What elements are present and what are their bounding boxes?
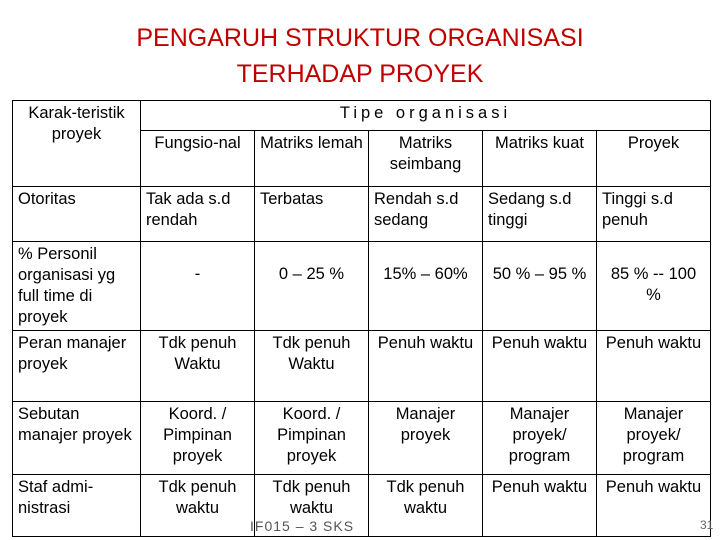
table-cell: Penuh waktu — [597, 331, 711, 402]
table-cell: Tdk penuh Waktu — [141, 331, 255, 402]
table-cell: 0 – 25 % — [255, 242, 369, 331]
column-header: Proyek — [597, 131, 711, 187]
table-cell: Manajer proyek — [369, 402, 483, 475]
column-header: Fungsio-nal — [141, 131, 255, 187]
table-cell: Tinggi s.d penuh — [597, 187, 711, 242]
table-cell: Tdk penuh waktu — [369, 475, 483, 537]
table-cell: Manajer proyek/ program — [597, 402, 711, 475]
table-cell: 85 % -- 100 % — [597, 242, 711, 331]
table-cell: 50 % – 95 % — [483, 242, 597, 331]
table-cell: Penuh waktu — [597, 475, 711, 537]
table-cell: Penuh waktu — [483, 475, 597, 537]
table-cell: Manajer proyek/ program — [483, 402, 597, 475]
table-row — [13, 402, 711, 475]
slide-title-line1: PENGARUH STRUKTUR ORGANISASI — [136, 24, 584, 52]
table-row — [13, 331, 711, 402]
table-cell: Tdk penuh Waktu — [255, 331, 369, 402]
row-label: % Personil organisasi yg full time di proyek — [13, 242, 141, 331]
page-number: 31 — [700, 518, 714, 532]
column-header: Matriks lemah — [255, 131, 369, 187]
row-label: Otoritas — [13, 187, 141, 242]
corner-header: Karak-teristik proyek — [13, 101, 141, 187]
row-label: Sebutan manajer proyek — [13, 402, 141, 475]
column-header: Matriks kuat — [483, 131, 597, 187]
column-header: Matriks seimbang — [369, 131, 483, 187]
table-row — [13, 187, 711, 242]
slide-title — [0, 20, 720, 92]
row-label: Peran manajer proyek — [13, 331, 141, 402]
table-row — [13, 242, 711, 331]
slide-title-line2: TERHADAP PROYEK — [236, 60, 484, 88]
group-header: Tipe organisasi — [141, 101, 711, 131]
table-cell: Koord. / Pimpinan proyek — [255, 402, 369, 475]
table-cell: Rendah s.d sedang — [369, 187, 483, 242]
table-cell: Sedang s.d tinggi — [483, 187, 597, 242]
table-cell: Terbatas — [255, 187, 369, 242]
table-cell: Koord. / Pimpinan proyek — [141, 402, 255, 475]
table-cell: Penuh waktu — [369, 331, 483, 402]
table-cell: 15% – 60% — [369, 242, 483, 331]
table-row — [13, 475, 711, 537]
table-cell: Tdk penuh waktu — [255, 475, 369, 537]
organization-comparison-table — [12, 100, 714, 537]
table-cell: - — [141, 242, 255, 331]
row-label: Staf admi-nistrasi — [13, 475, 141, 537]
table-cell: Tak ada s.d rendah — [141, 187, 255, 242]
table-cell: Penuh waktu — [483, 331, 597, 402]
table-cell: Tdk penuh waktu — [141, 475, 255, 537]
footer-course-code: IF015 – 3 SKS — [250, 518, 355, 534]
